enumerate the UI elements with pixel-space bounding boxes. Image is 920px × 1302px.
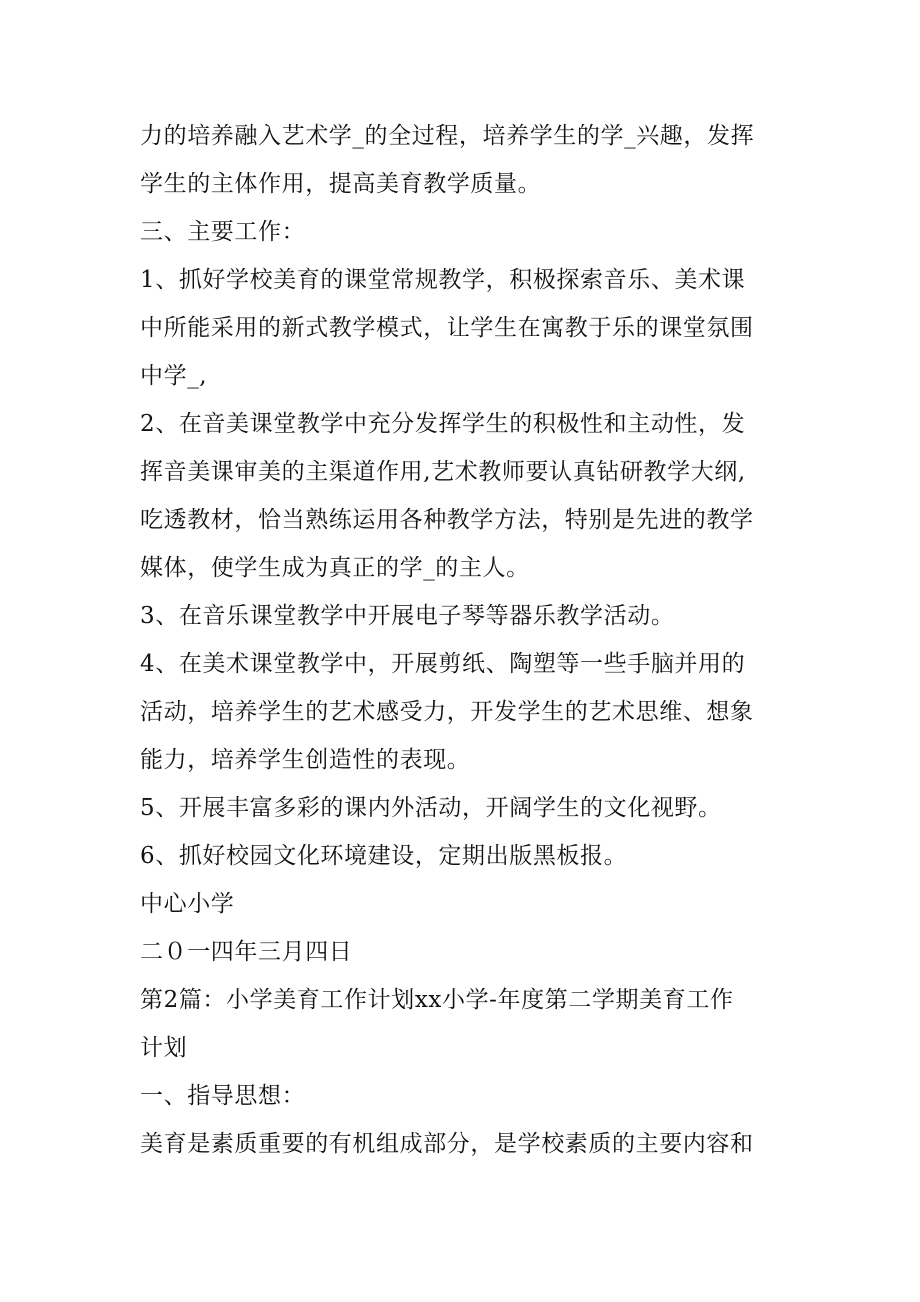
signature-date: 二０一四年三月四日	[140, 939, 353, 965]
text-line: 吃透教材，恰当熟练运用各种教学方法，特别是先进的教学	[140, 507, 754, 533]
list-item: 1、抓好学校美育的课堂常规教学，积极探索音乐、美术课	[140, 267, 746, 293]
text-line: 美育是素质重要的有机组成部分，是学校素质的主要内容和	[140, 1131, 754, 1157]
text-line: 能力，培养学生创造性的表现。	[140, 747, 471, 773]
text-line: 力的培养融入艺术学_的全过程，培养学生的学_兴趣，发挥	[140, 123, 755, 149]
text-line: 活动，培养学生的艺术感受力，开发学生的艺术思维、想象	[140, 699, 754, 725]
list-item: 3、在音乐课堂教学中开展电子琴等器乐教学活动。	[140, 603, 675, 629]
list-item: 5、开展丰富多彩的课内外活动，开阔学生的文化视野。	[140, 795, 722, 821]
text-line: 挥音美课审美的主渠道作用,艺术教师要认真钻研教学大纲,	[140, 459, 746, 485]
article-title-continued: 计划	[140, 1035, 188, 1061]
list-item: 4、在美术课堂教学中，开展剪纸、陶塑等一些手脑并用的	[140, 651, 746, 677]
signature-school: 中心小学	[140, 891, 235, 917]
text-line: 中学_,	[140, 363, 208, 389]
section-heading: 一、指导思想：	[140, 1083, 306, 1109]
article-title: 第2篇：小学美育工作计划xx小学-年度第二学期美育工作	[140, 987, 734, 1013]
list-item: 6、抓好校园文化环境建设，定期出版黑板报。	[140, 843, 628, 869]
document-body	[140, 112, 785, 1168]
list-item: 2、在音美课堂教学中充分发挥学生的积极性和主动性，发	[140, 411, 746, 437]
text-line: 媒体，使学生成为真正的学_的主人。	[140, 555, 530, 581]
section-heading: 三、主要工作：	[140, 219, 306, 245]
text-line: 学生的主体作用，提高美育教学质量。	[140, 171, 542, 197]
text-line: 中所能采用的新式教学模式，让学生在寓教于乐的课堂氛围	[140, 315, 754, 341]
